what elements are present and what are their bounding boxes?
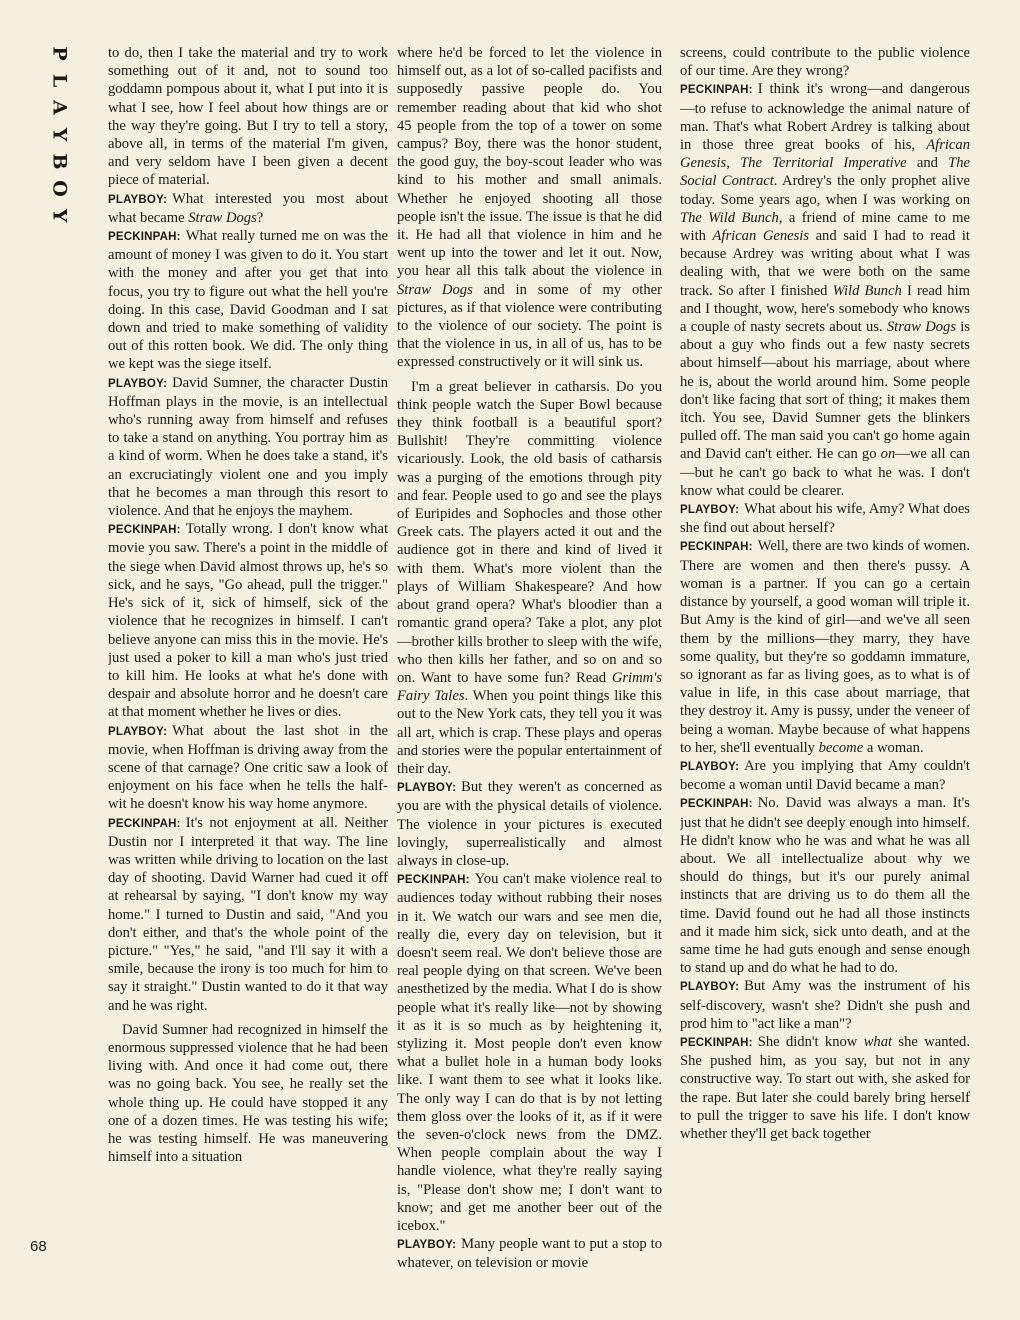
paragraph [108, 722, 388, 814]
text-run: What interested you most about what became [108, 190, 388, 226]
italic-title: The Social Contract [680, 155, 970, 190]
speaker-label: PECKINPAH: [680, 84, 753, 97]
text-run: Are you implying that Amy couldn't become a woman until David became a man? [680, 757, 970, 794]
text-column-left [108, 44, 388, 1294]
logo-letter: Y [48, 127, 71, 142]
text-run: What about the last shot in the movie, when Hoffman is driving away from the scene of that carnage? One critic saw a look of enjoyment on his face when he tells the half-wit he doesn't know his way home anymore. [108, 722, 388, 813]
page-number: 68 [30, 1238, 47, 1255]
italic-title: African Genesis [680, 137, 970, 172]
text-run: I'm a great believer in catharsis. Do you think people watch the Super Bowl because they think football is a beautiful sport? Bullshit! They're committing violence vicariously. Look, the old basis of catharsis was a purging of the emotions through pity and fear. People used to go and see the plays of Euripides and Sophocles and those other Greek cats. The players acted it out and the audience got in there and kind of lived it with them. What's more violent than the plays of William Shakespeare? And how about grand opera? What's bloodier than a romantic grand opera? Take a plot, any plot—brother kills brother to sleep with the wife, who then kills her father, and so on and so on. Want to have some fun? Read [397, 378, 662, 686]
speaker-label: PECKINPAH: [397, 874, 470, 887]
playboy-vertical-logo [48, 40, 70, 229]
speaker-label: PECKINPAH: [680, 1036, 753, 1049]
italic-title: The Wild Bunch [680, 209, 779, 226]
text-run: . When you point things like this out to the New York cats, they tell you it was all art, which is crap. These plays and operas and stories were the popular entertainment of their day. [397, 688, 662, 777]
paragraph [397, 778, 662, 870]
italic-title: Straw Dogs [886, 319, 957, 336]
text-run: —we all can—but he can't go back to what he was. I don't know what could be clearer. [680, 446, 970, 499]
text-column-right [680, 44, 970, 1294]
paragraph [680, 80, 970, 500]
text-run: I read him and I thought, wow, here's somebody who knows a couple of nasty secrets about us. [680, 282, 970, 336]
speaker-label: PLAYBOY: [108, 725, 168, 738]
speaker-label: PECKINPAH: [680, 798, 753, 811]
text-run: She didn't know [757, 1033, 864, 1050]
italic-title: what [863, 1033, 893, 1050]
paragraph [108, 1021, 388, 1167]
italic-title: African Genesis [712, 228, 810, 245]
paragraph [397, 870, 662, 1235]
paragraph [680, 500, 970, 537]
italic-title: on [880, 446, 896, 463]
text-run: But Amy was the instrument of his self-discovery, wasn't she? Didn't she push and prod him to "act like a man"? [680, 978, 970, 1032]
text-run: It's not enjoyment at all. Neither Dustin nor I interpreted it that way. The line was written while driving to location on the last day of shooting. David Warner had cued it off at rehearsal by saying, "I don't know my way home." I turned to Dustin and said, "And you don't either, and that's the whole point of the picture." "Yes," he said, "and I'll say it with a smile, because the irony is too much for him to say it straight." Dustin wanted to do it that way and he was right. [108, 814, 388, 1014]
speaker-label: PLAYBOY: [397, 1239, 457, 1252]
paragraph [397, 1235, 662, 1272]
speaker-label: PLAYBOY: [680, 981, 740, 994]
speaker-label: PLAYBOY: [397, 782, 457, 795]
logo-letter: L [48, 73, 71, 88]
speaker-label: PLAYBOY: [680, 504, 740, 517]
text-run: Many people want to put a stop to whatever, on television or movie [397, 1236, 662, 1272]
text-run: What about his wife, Amy? What does she find out about herself? [680, 501, 970, 537]
paragraph [680, 794, 970, 977]
italic-title: Wild Bunch [832, 282, 902, 299]
text-run: ? [256, 209, 264, 226]
logo-letter: Y [48, 208, 71, 223]
text-run: But they weren't as concerned as you are with the physical details of violence. The violence in your pictures is executed lovingly, superrealistically and almost always in close-up. [397, 779, 662, 869]
text-run: David Sumner, the character Dustin Hoffman plays in the movie, is an intellectual who's running away from himself and refuses to take a stand on anything. You portray him as a kind of worm. When he does take a stand, it's an excruciatingly violent one and you imply that he becomes a man through this resort to violence. And that he enjoys the mayhem. [108, 374, 388, 520]
text-run: to do, then I take the material and try to work something out of it and, not to sound too goddamn pompous about it, what I put into it is what I see, how I feel about how things are or the way they're going. But I try to tell a story, above all, in terms of the material I'm given, and very seldom have I been given a decent piece of material. [108, 45, 388, 189]
text-run: a woman. [863, 739, 924, 756]
text-run: she wanted. She pushed him, as you say, but not in any constructive way. To start out with, she asked for the rape. But later she could barely bring herself to pull the trigger to save his life. I don't know whether they'll get back together [680, 1033, 970, 1142]
speaker-label: PLAYBOY: [680, 760, 740, 773]
italic-title: Straw Dogs [188, 209, 257, 226]
paragraph [680, 757, 970, 794]
logo-letter: A [48, 100, 71, 115]
paragraph [108, 374, 388, 521]
paragraph [397, 378, 662, 778]
text-run: and [906, 155, 949, 172]
speaker-label: PLAYBOY: [108, 193, 168, 206]
paragraph [108, 190, 388, 227]
italic-title: The Territorial Imperative [740, 155, 907, 172]
text-column-middle [397, 44, 662, 1294]
text-run: David Sumner had recognized in himself the enormous suppressed violence that he had been living with. And once it had come out, there was no going back. You see, he really set the whole thing up. He could have stopped it any one of a dozen times. He was testing his wife; he was testing himself. He was maneuvering himself into a situation [108, 1021, 388, 1166]
text-run: No. David was always a man. It's just that he didn't see deeply enough into himself. He didn't know who he was and what he was all about. We all intellectualize about why we should do things, but it's our purely animal instincts that are driving us to do them all the time. David found out he had all those instincts and it made him sick, sick unto death, and at the same time he had guts enough and sense enough to stand up and do what he had to do. [680, 795, 970, 977]
speaker-label: PECKINPAH: [108, 817, 181, 830]
text-run: What really turned me on was the amount of money I was given to do it. You start with the money and after you get that into focus, you try to figure out what the hell you're doing. In this case, David Goodman and I sat down and tried to make something of validity out of this rotten book. We did. The only thing we kept was the siege itself. [108, 228, 388, 373]
text-run: I think it's wrong—and dangerous—to refuse to acknowledge the animal nature of man. That's what Robert Ardrey is talking about in those three great books of his, [680, 81, 970, 154]
italic-title: Grimm's Fairy Tales [397, 669, 662, 705]
paragraph [108, 44, 388, 190]
text-run: Totally wrong. I don't know what movie you saw. There's a point in the middle of the siege when David almost throws up, he's so sick, and he says, "Go ahead, pull the trigger." He's sick of it, sick of himself, sick of the violence that he recognizes in himself. I can't believe anyone can miss this in the movie. He's just used a poker to kill a man who's just tried to kill him. He looks at what he's done with despair and absolute horror and he doesn't care at that moment whether he lives or dies. [108, 521, 388, 721]
speaker-label: PECKINPAH: [108, 524, 181, 537]
paragraph [397, 44, 662, 372]
text-run: , [726, 155, 741, 172]
paragraph [108, 520, 388, 721]
speaker-label: PECKINPAH: [108, 231, 181, 244]
speaker-label: PLAYBOY: [108, 377, 168, 390]
text-run: . Ardrey's the only prophet alive today. Some years ago, when I was working on [680, 173, 970, 208]
text-run: , a friend of mine came to me with [680, 209, 970, 245]
logo-letter: B [48, 153, 71, 170]
text-run: and said I had to read it because Ardrey was writing about what I was dealing with, that we were both on the same track. So after I finished [680, 228, 970, 299]
paragraph [108, 227, 388, 374]
text-run: is about a guy who finds out a few nasty secrets about himself—about his marriage, about where he is, about the world around him. Some people don't like facing that sort of thing; it makes them itch. You see, David Sumner gets the blinkers pulled off. The man said you can't go home again and David can't either. He can go [680, 319, 970, 463]
italic-title: become [818, 739, 864, 756]
text-run: where he'd be forced to let the violence in himself out, as a lot of so-called pacifists and supposedly passive people do. You remember reading about that kid who shot 45 people from the top of a tower on some campus? Boy, there was the honor student, the good guy, the boy-scout leader who was kind to his mother and small animals. Whether he enjoyed shooting all those people isn't the issue. The issue is that he did it. He had all that violence in him and he went up into the tower and let it out. Now, you hear all this talk about the violence in [397, 45, 662, 280]
text-run: and in some of my other pictures, as if that violence were contributing to the violence of our society. The point is that the violence in us, in all of us, has to be expressed constructively or it will sink us. [397, 281, 662, 371]
speaker-label: PECKINPAH: [680, 541, 753, 554]
paragraph [108, 814, 388, 1015]
italic-title: Straw Dogs [397, 281, 473, 298]
text-run: Well, there are two kinds of women. There are women and then there's pussy. A woman is a partner. If you can go a certain distance by yourself, a good woman will triple it. But Amy is the kind of girl—and we've all seen them by the millions—they marry, they have some quality, but they're so goddamn immature, so ignorant as far as living goes, as to what is of value in life, in this case about marriage, that they destroy it. Amy is pussy, under the veneer of being a woman. Maybe because of what happens to her, she'll eventually [680, 538, 970, 756]
logo-letter: P [48, 46, 71, 61]
paragraph [680, 44, 970, 80]
paragraph [680, 537, 970, 756]
text-run: screens, could contribute to the public violence of our time. Are they wrong? [680, 45, 970, 80]
paragraph [680, 1033, 970, 1143]
paragraph [680, 977, 970, 1033]
logo-letter: O [48, 180, 71, 197]
text-run: You can't make violence real to audiences today without rubbing their noses in it. We watch our wars and see men die, really die, every day on television, but it doesn't seem real. We don't believe those are real people dying on that screen. We've been anesthetized by the media. What I do is show people what it's really like—not by showing it as it is so much as by heightening it, stylizing it. Most people don't even know what a bullet hole in a human body looks like. I want them to see what it looks like. The only way I can do that is by not letting them gloss over the looks of it, as if it were the seven-o'clock news from the DMZ. When people complain about the way I handle violence, what they're really saying is, "Please don't show me; I don't want to know; and get me another beer out of the icebox." [397, 871, 662, 1234]
